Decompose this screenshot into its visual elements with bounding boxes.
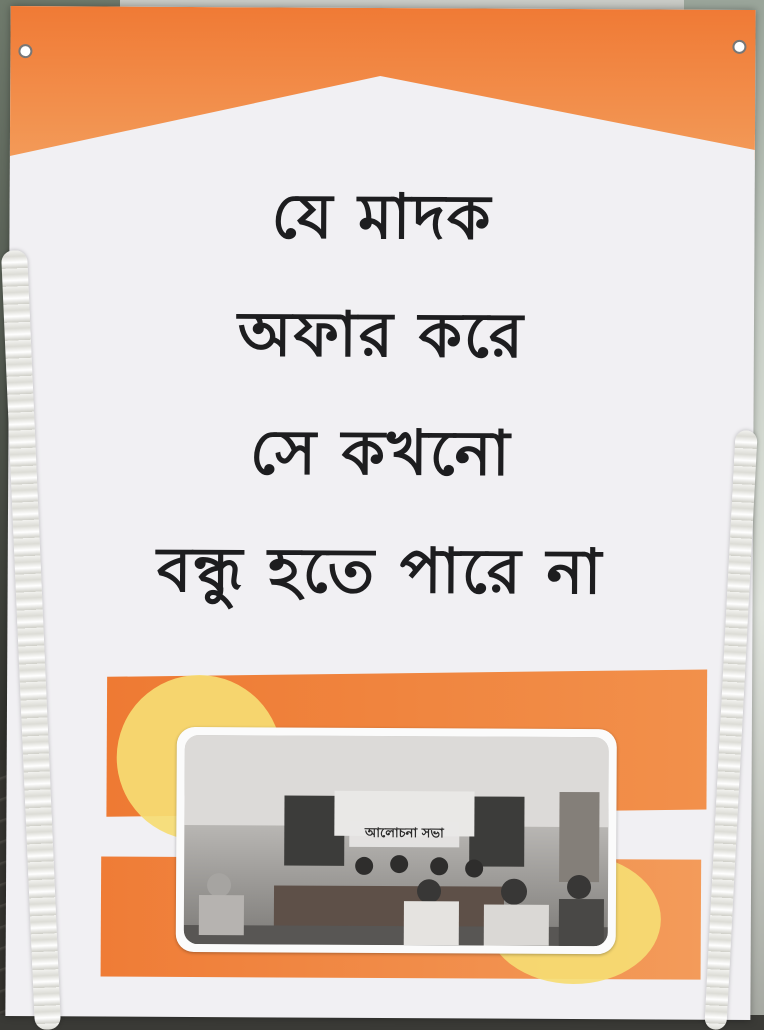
slogan-line-4: বন্ধু হতে পারে না [156, 532, 604, 609]
slogan-line-1: যে মাদক [271, 179, 493, 254]
meeting-photo [184, 735, 609, 946]
meeting-photo-frame [176, 727, 617, 954]
grommet-icon [18, 44, 32, 58]
slogan-line-2: অফার করে [237, 297, 526, 372]
grommet-icon [732, 40, 746, 54]
photo-banner-caption: আলোচনা সভা [349, 821, 459, 848]
slogan-line-3: সে কখনো [249, 415, 512, 490]
anti-drug-banner [5, 6, 755, 1020]
slogan-text [7, 156, 754, 632]
